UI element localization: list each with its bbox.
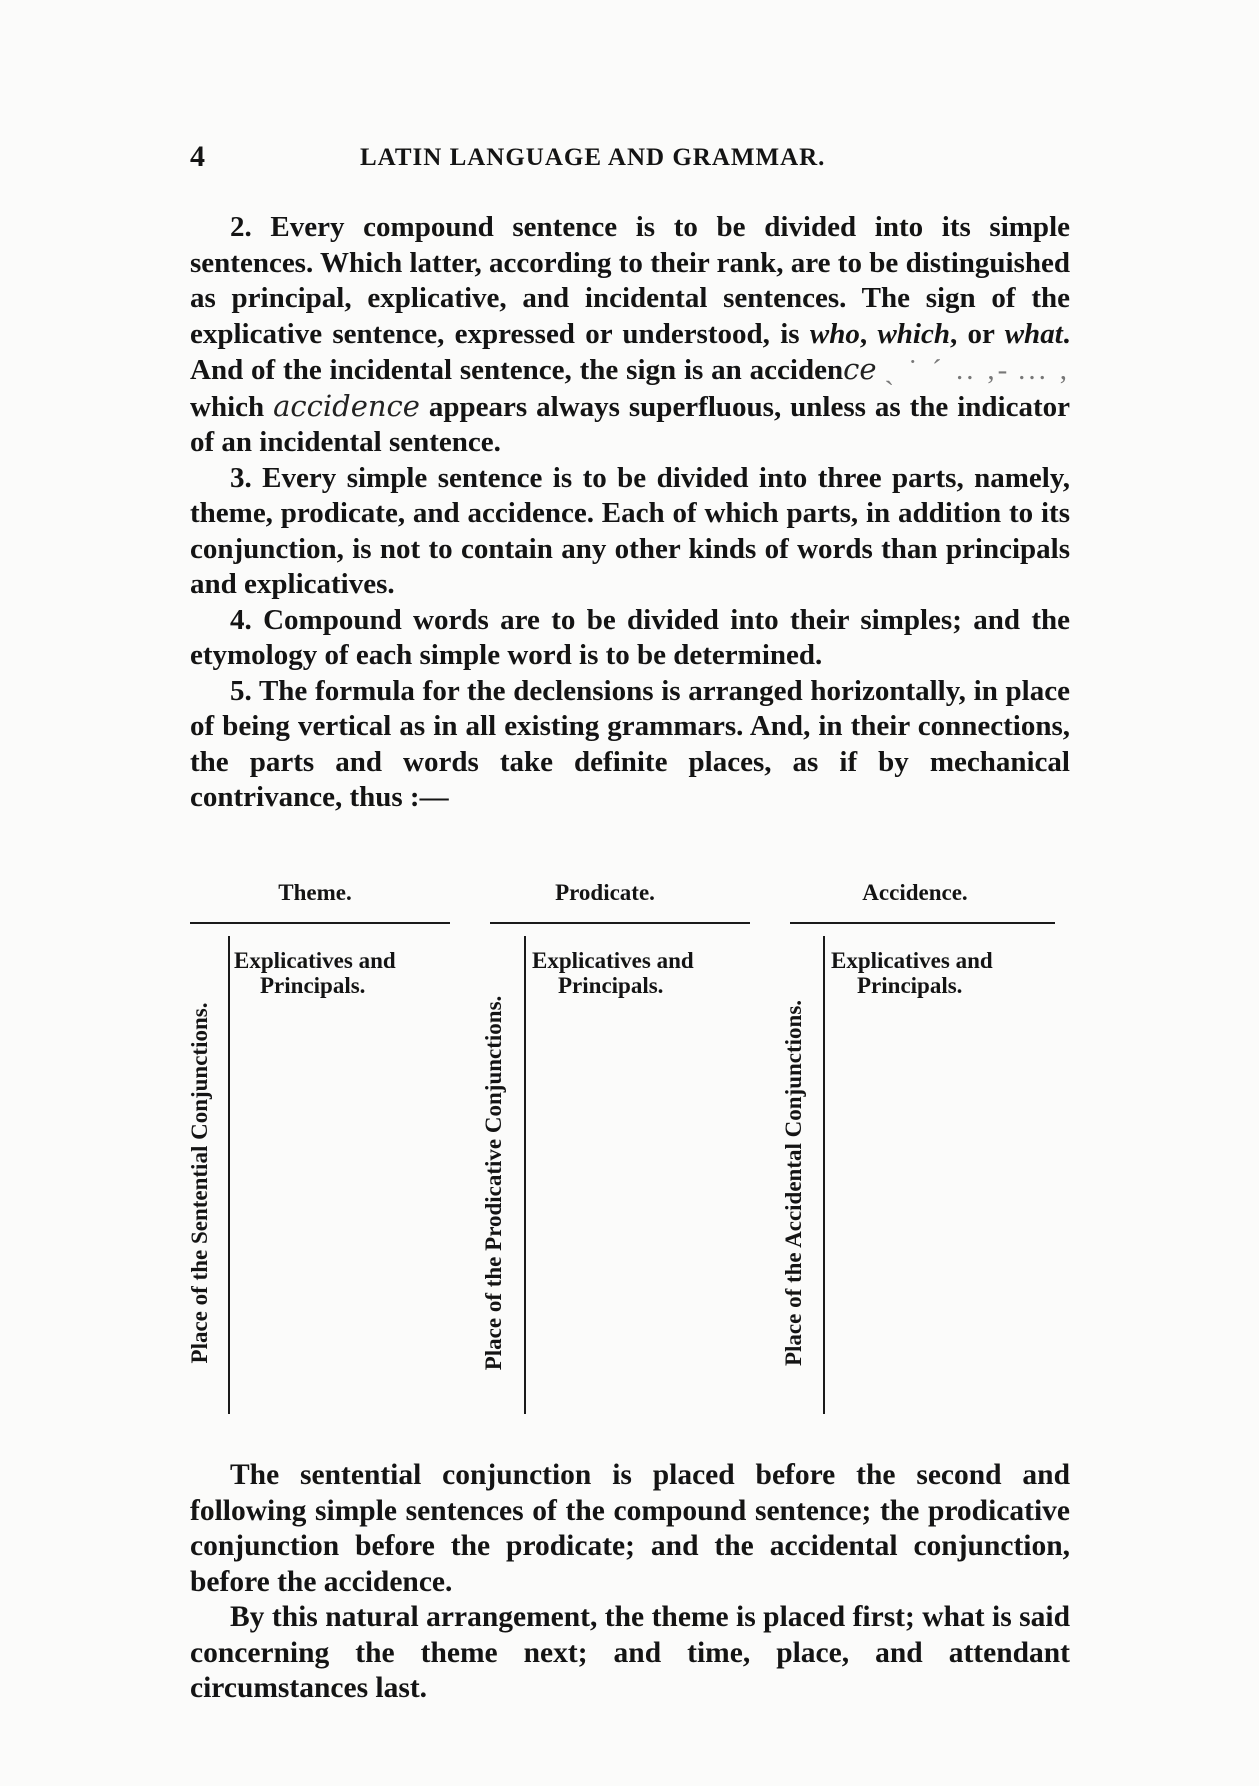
paragraph-3: 3. Every simple sentence is to be divided into three parts, namely, theme, prodicate, and accidence. Each of which parts, in addition to its conjunction, is not to contain any other kinds of words than principals and explicatives. [190, 461, 1070, 600]
column-heading-accidence: Accidence. [862, 880, 968, 905]
column-heading-theme: Theme. [278, 880, 352, 905]
column-rule-accidence [790, 922, 1055, 924]
paragraph-2 [190, 210, 1070, 461]
side-label-sentential: Place of the Sentential Conjunctions. [187, 1002, 212, 1364]
column-divider-accidence [823, 936, 825, 1414]
cell-theme-line-1: Explicatives and [234, 948, 396, 973]
cell-prodicate-line-2: Principals. [558, 973, 664, 998]
stray-marks-2: ... , [1018, 354, 1071, 386]
paragraph-2-text-a: 2. Every compound sentence is to be divided into its simple sentences. Which latter, according to their rank, are to be distinguished as principal, explicative, and incidental sentences. The sign of the explicative sentence, expressed or understood, is [190, 211, 1070, 350]
paragraph-4: 4. Compound words are to be divided into their simples; and the etymology of each simple word is to be determined. [190, 603, 1070, 671]
running-title: LATIN LANGUAGE AND GRAMMAR. [360, 144, 826, 171]
column-divider-theme [228, 936, 230, 1414]
column-divider-prodicate [524, 936, 526, 1414]
cell-accidence [831, 948, 993, 998]
cell-theme-line-2: Principals. [260, 973, 366, 998]
side-label-accidental: Place of the Accidental Conjunctions. [781, 999, 806, 1367]
paragraph-7: By this natural arrangement, the theme is placed first; what is said concerning the theme next; and time, place, and attendant circumstances last. [190, 1601, 1070, 1704]
body-text-bottom [190, 1458, 1070, 1707]
column-rule-theme [190, 922, 450, 924]
handwritten-correction-1: ce [843, 352, 877, 386]
sentence-formula-diagram [180, 880, 1090, 1420]
word-who: who [809, 317, 860, 350]
cell-prodicate-line-1: Explicatives and [532, 948, 694, 973]
side-label-prodicative: Place of the Prodicative Conjunctions. [481, 995, 506, 1371]
paragraph-2-text-b: . And of the incidental sentence, the sign is an acciden [190, 317, 1070, 386]
page-number: 4 [190, 140, 205, 173]
cell-theme [234, 948, 396, 998]
paragraph-2-text-d: appears always superfluous, unless as the indicator of an incidental sentence. [190, 390, 1070, 458]
separator-or: , or [949, 317, 1005, 350]
cell-prodicate [532, 948, 694, 998]
cell-accidence-line-2: Principals. [857, 973, 963, 998]
page-header [190, 140, 1070, 180]
paragraph-6: The sentential conjunction is placed before the second and following simple sentences of the compound sentence; the prodicative conjunction before the prodicate; and the accidental conjunction, before the accidence. [190, 1459, 1070, 1598]
handwritten-correction-2: accidence [273, 388, 420, 423]
word-what: what [1004, 317, 1063, 350]
paragraph-5: 5. The formula for the declensions is arranged horizontally, in place of being vertical as in all existing grammars. And, in their connections, the parts and words take definite places, as if by mechanical contrivance, thus :— [190, 674, 1070, 813]
body-text-top [190, 210, 1070, 816]
cell-accidence-line-1: Explicatives and [831, 948, 993, 973]
word-which: which [877, 317, 950, 350]
column-rule-prodicate [490, 922, 750, 924]
separator-comma: , [859, 317, 878, 350]
column-heading-prodicate: Prodicate. [555, 880, 655, 905]
stray-marks-1: ˏ ˙ ˊ .. ,- [884, 354, 1011, 386]
paragraph-2-text-c: which [190, 390, 274, 423]
